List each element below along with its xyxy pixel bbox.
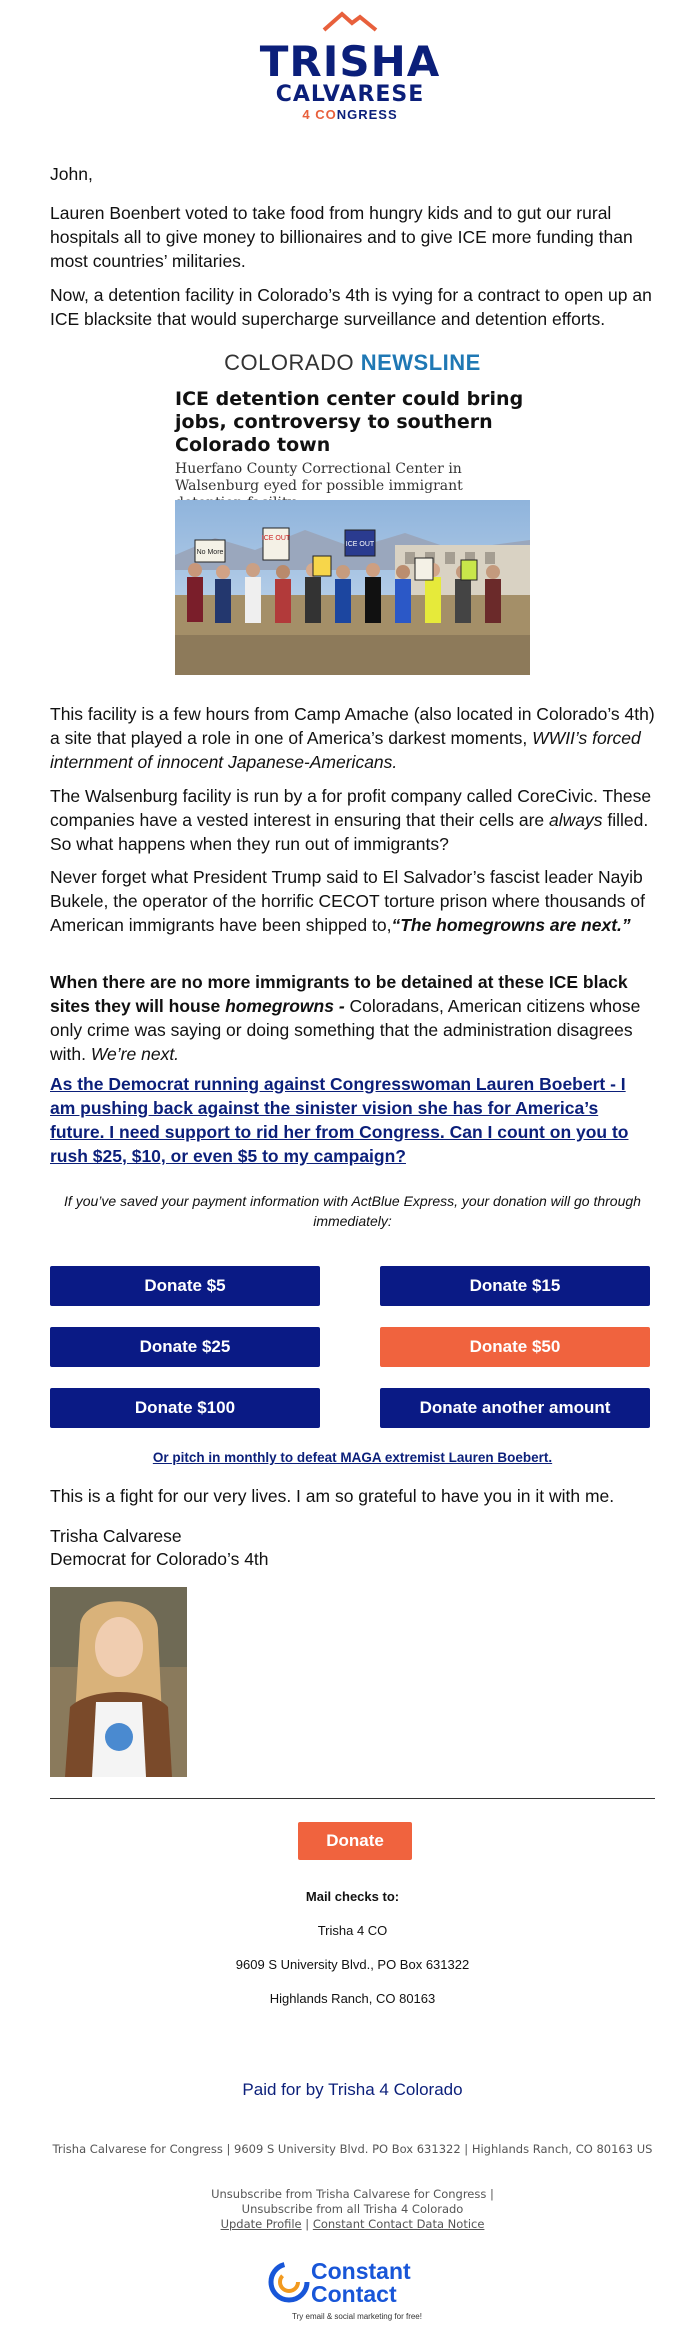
paragraph-3: This facility is a few hours from Camp Amache (also located in Colorado’s 4th) a site that played a role in one of America’s darkest moments, WWII’s forced internment of innocent Japanese-Americans. bbox=[50, 704, 655, 772]
candidate-photo bbox=[50, 1587, 187, 1777]
logo-first-name: TRISHA bbox=[259, 37, 441, 86]
news-clipping-image bbox=[175, 350, 530, 675]
data-notice-link[interactable]: Constant Contact Data Notice bbox=[312, 2217, 485, 2231]
donate-100-button[interactable]: Donate $100 bbox=[50, 1388, 320, 1428]
mountain-logo-icon bbox=[320, 10, 380, 32]
signature-name: Trisha Calvarese bbox=[50, 1526, 182, 1546]
unsubscribe-campaign-link[interactable]: Unsubscribe from Trisha Calvarese for Congress | bbox=[211, 2187, 494, 2201]
paragraph-5: Never forget what President Trump said to El Salvador’s fascist leader Nayib Bukele, the operator of the horrific CECOT torture prison where thousands of American immigrants have been shipped to,“The homegrowns are next.” bbox=[50, 867, 645, 935]
clipping-headline: ICE detention center could bring jobs, controversy to southern Colorado town bbox=[175, 388, 524, 456]
donate-other-amount-button[interactable]: Donate another amount bbox=[380, 1388, 650, 1428]
donate-5-button[interactable]: Donate $5 bbox=[50, 1266, 320, 1306]
closing-line: This is a fight for our very lives. I am so grateful to have you in it with me. bbox=[50, 1486, 615, 1506]
constant-contact-swirl-icon bbox=[267, 2260, 311, 2304]
cc-tagline: Try email & social marketing for free! bbox=[292, 2312, 422, 2321]
paragraph-2: Now, a detention facility in Colorado’s 4th is vying for a contract to open up an ICE blacksite that would supercharge surveillance and detention efforts. bbox=[50, 285, 652, 329]
mail-line-3: Highlands Ranch, CO 80163 bbox=[269, 1991, 436, 2006]
sign-1-text: ICE OUT bbox=[261, 535, 291, 542]
monthly-donation-link[interactable]: Or pitch in monthly to defeat MAGA extremist Lauren Boebert. bbox=[152, 1450, 553, 1465]
newsline-masthead: COLORADO NEWSLINE bbox=[224, 350, 481, 375]
footer-divider bbox=[50, 1798, 655, 1799]
paragraph-6: When there are no more immigrants to be detained at these ICE black sites they will house homegrowns - Coloradans, American citizens whose only crime was saying or doing something that the administration disagrees with. We’re next. bbox=[50, 972, 641, 1064]
cta-donate-link[interactable]: As the Democrat running against Congresswoman Lauren Boebert - I am pushing back against the sinister vision she has for America’s future. I need support to rid her from Congress. Can I count on you to rush $25, $10, or even $5 to my campaign? bbox=[50, 1074, 629, 1166]
cc-wordmark: Constant Contact bbox=[311, 2258, 411, 2307]
unsubscribe-all-link[interactable]: Unsubscribe from all Trisha 4 Colorado bbox=[241, 2202, 464, 2216]
mail-line-1: Trisha 4 CO bbox=[317, 1923, 388, 1938]
cta-paragraph bbox=[50, 1072, 655, 1168]
protest-photo-illustration bbox=[175, 500, 530, 675]
logo-last-name: CALVARESE bbox=[275, 82, 425, 107]
paragraph-4: The Walsenburg facility is run by a for profit company called CoreCivic. These companies have a vested interest in ensuring that their cells are always filled. So what happens when they run out of immigrants? bbox=[50, 786, 652, 854]
donate-15-button[interactable]: Donate $15 bbox=[380, 1266, 650, 1306]
greeting: John, bbox=[50, 164, 93, 184]
footer-address: Trisha Calvarese for Congress | 9609 S University Blvd. PO Box 631322 | Highlands Ranch, CO 80163 US bbox=[52, 2142, 653, 2156]
logo-tagline: 4 CONGRESS bbox=[302, 107, 398, 122]
footer-donate-button[interactable]: Donate bbox=[298, 1822, 412, 1860]
constant-contact-logo[interactable] bbox=[267, 2258, 447, 2321]
campaign-logo bbox=[0, 10, 700, 123]
actblue-note: If you’ve saved your payment information with ActBlue Express, your donation will go through immediately: bbox=[64, 1193, 641, 1229]
protest-photo bbox=[175, 500, 530, 675]
paid-for-disclaimer: Paid for by Trisha 4 Colorado bbox=[242, 2080, 463, 2099]
donate-50-button[interactable]: Donate $50 bbox=[380, 1327, 650, 1367]
profile-links bbox=[50, 2217, 655, 2232]
sign-3-text: ICE OUT bbox=[345, 541, 375, 548]
donate-25-button[interactable]: Donate $25 bbox=[50, 1327, 320, 1367]
sign-2-text: No More bbox=[196, 549, 224, 556]
link-separator: | bbox=[301, 2217, 313, 2231]
signature-title: Democrat for Colorado’s 4th bbox=[50, 1549, 269, 1569]
paragraph-1: Lauren Boenbert voted to take food from hungry kids and to gut our rural hospitals all to give money to billionaires and to give ICE more funding than most countries’ militaries. bbox=[50, 203, 633, 271]
mail-line-2: 9609 S University Blvd., PO Box 631322 bbox=[235, 1957, 470, 1972]
mail-heading: Mail checks to: bbox=[305, 1889, 400, 1904]
update-profile-link[interactable]: Update Profile bbox=[220, 2217, 302, 2231]
clipping-subhead: Huerfano County Correctional Center in Walsenburg eyed for possible immigrant bbox=[175, 461, 463, 494]
